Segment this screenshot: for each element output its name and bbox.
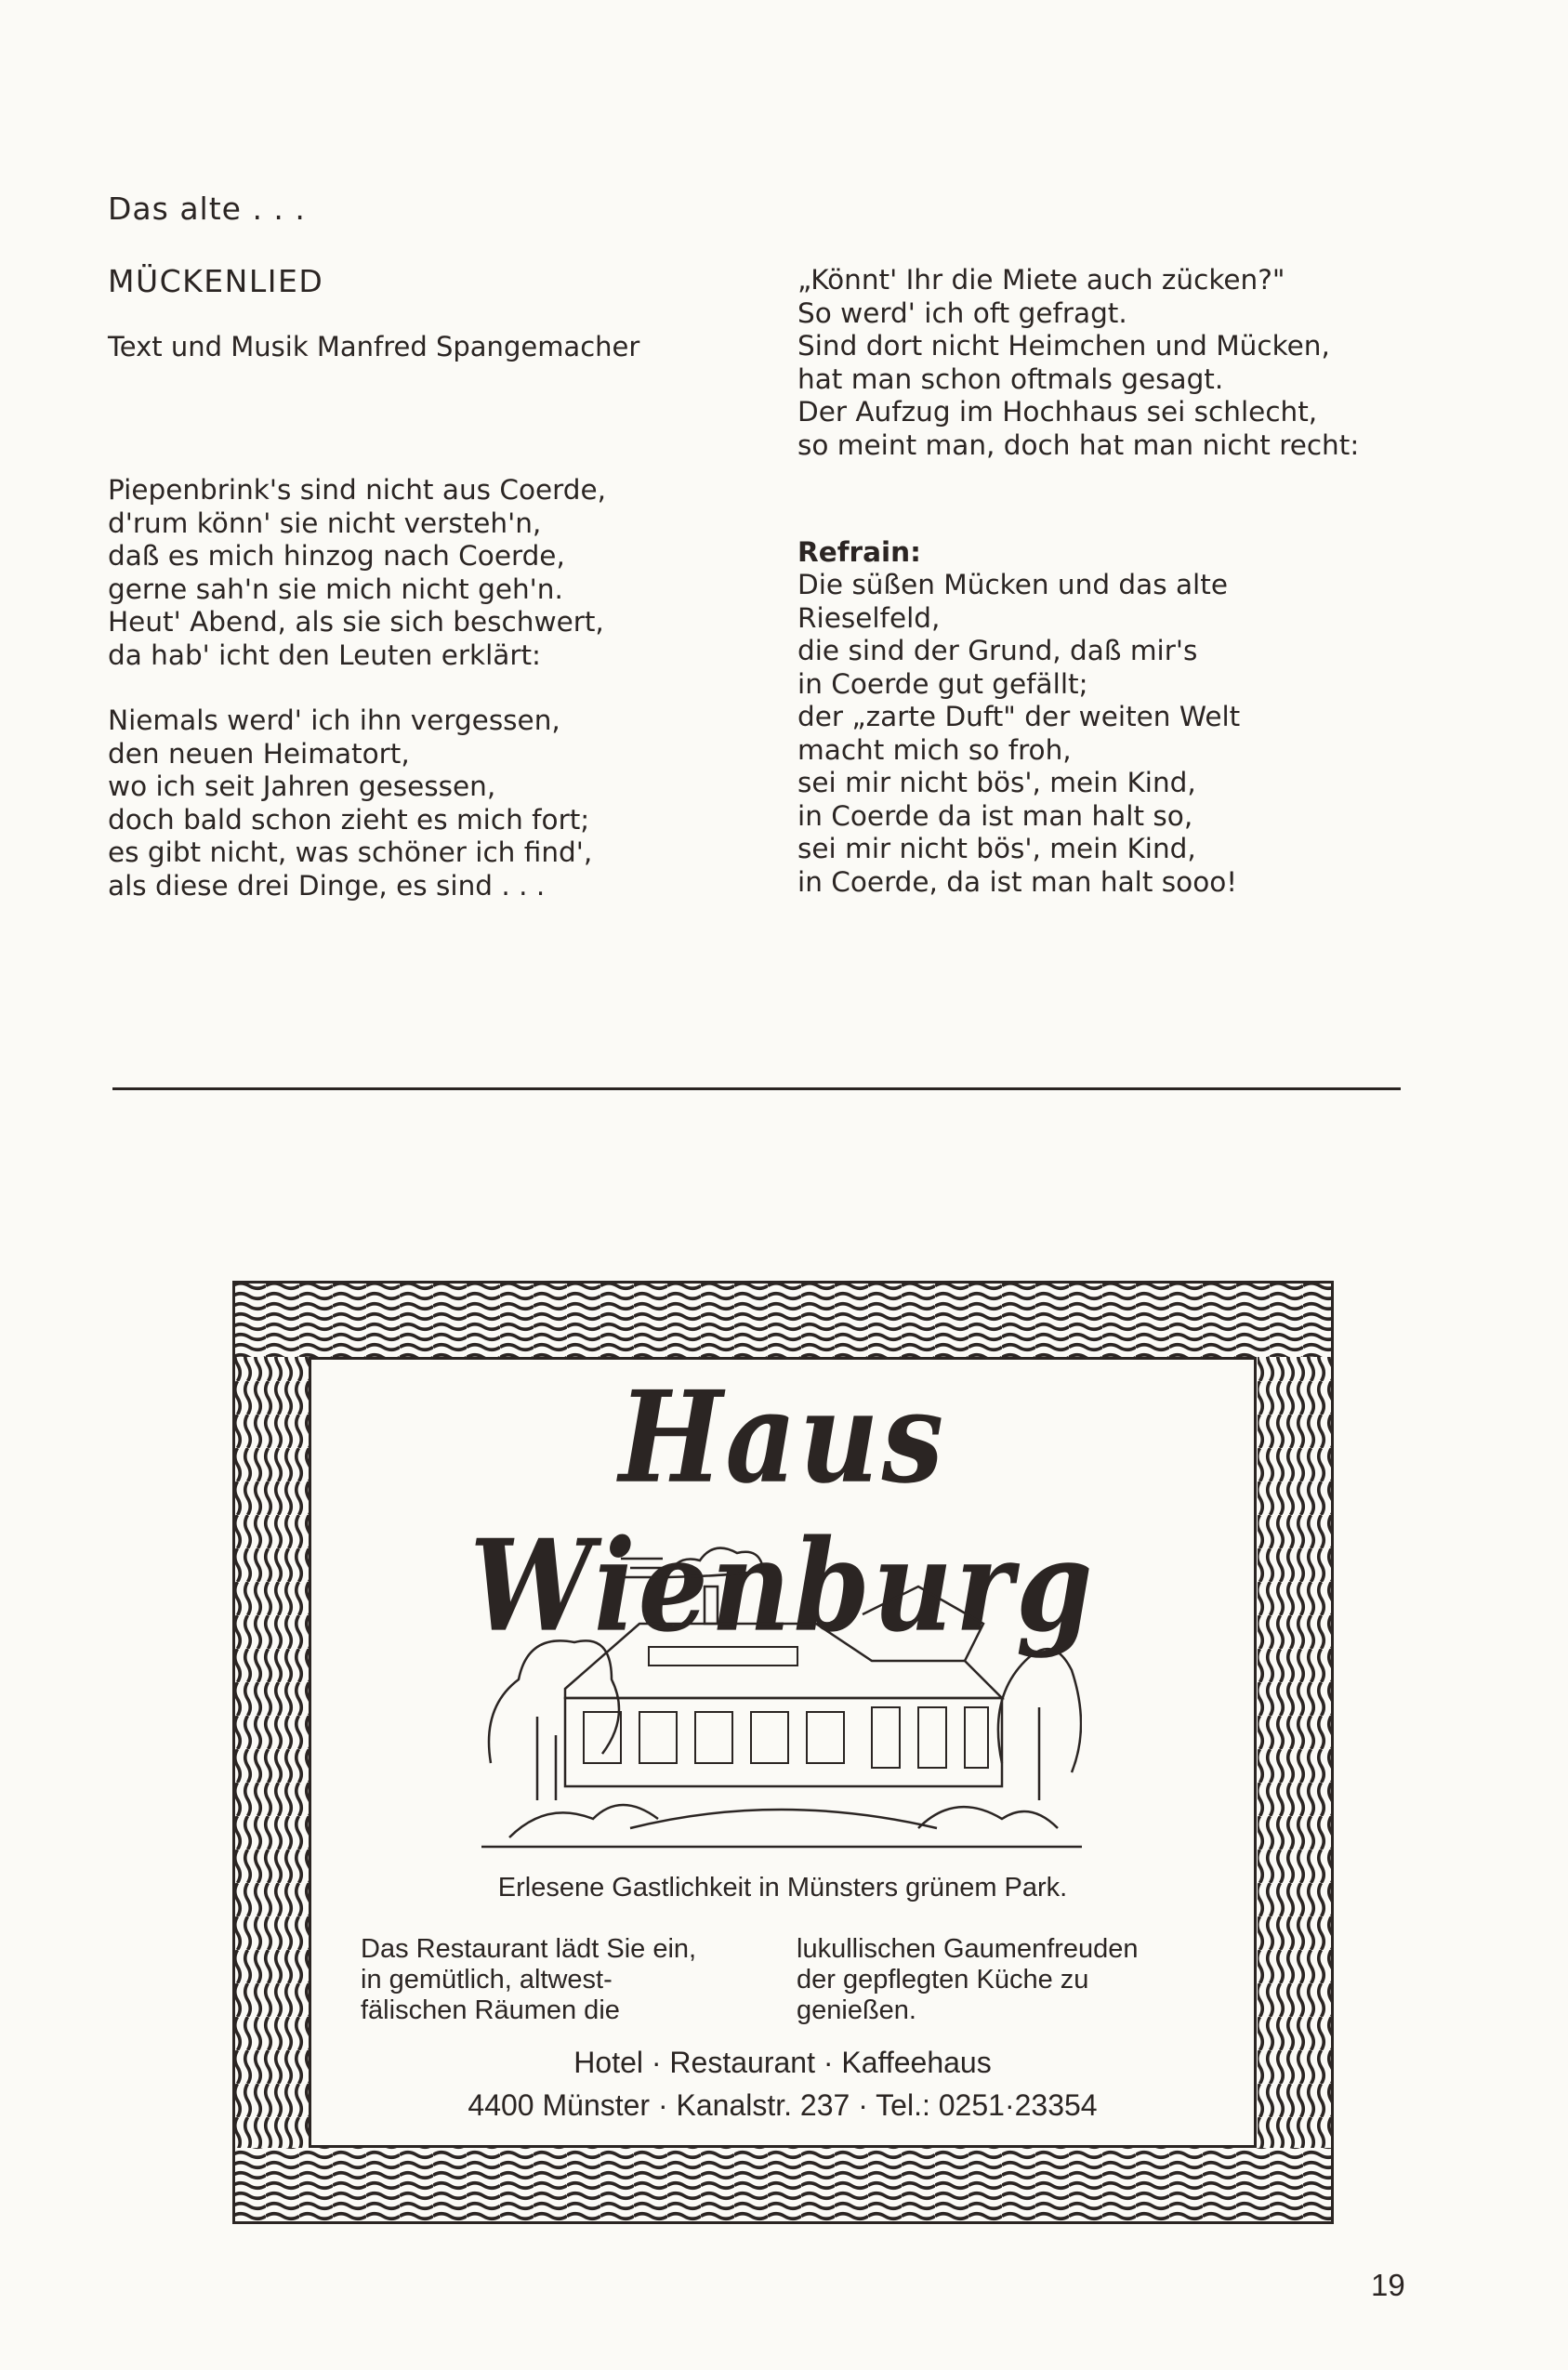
stanza-3: „Könnt' Ihr die Miete auch zücken?" So werd' ich oft gefragt. Sind dort nicht Heimchen und Mücken, hat man schon oftmals gesagt. Der Aufzug im Hochhaus sei schlecht, so meint man, doch hat man nicht recht: (797, 264, 1360, 461)
ad-address: 4400 Münster · Kanalstr. 237 · Tel.: 0251·23354 (468, 2088, 1098, 2122)
section-divider (112, 1087, 1401, 1090)
ad-body-right: lukullischen Gaumenfreuden der gepflegten Küche zu genießen. (797, 1934, 1139, 2025)
stanza-1: Piepenbrink's sind nicht aus Coerde, d'rum könn' sie nicht versteh'n, daß es mich hinzog nach Coerde, gerne sah'n sie mich nicht geh'n. Heut' Abend, als sie sich beschwert, da hab' icht den Leuten erklärt: (108, 474, 607, 671)
ad-services: Hotel · Restaurant · Kaffeehaus (573, 2046, 992, 2079)
ad-tagline: Erlesene Gastlichkeit in Münsters grünem Park. (497, 1873, 1068, 1903)
haus-wienburg-logo: Haus Wienburg (469, 1363, 1096, 1660)
ad-body-left: Das Restaurant lädt Sie ein, in gemütlich, altwest- fälischen Räumen die (361, 1934, 697, 2025)
restaurant-building-illustration (481, 1521, 1082, 1863)
song-kicker: Das alte . . . (108, 191, 306, 227)
stanza-2: Niemals werd' ich ihn vergessen, den neuen Heimatort, wo ich seit Jahren gesessen, doch bald schon zieht es mich fort; es gibt nicht, was schöner ich find', als diese drei Dinge, es sind . . . (108, 704, 593, 902)
refrain-text: Die süßen Mücken und das alte Rieselfeld, die sind der Grund, daß mir's in Coerde gut gefällt; der „zarte Duft" der weiten Welt macht mich so froh, sei mir nicht bös', mein Kind, in Coerde da ist man halt so, sei mir nicht bös', mein Kind, in Coerde, da ist man halt sooo! (797, 569, 1241, 898)
page-number: 19 (1371, 2268, 1405, 2302)
refrain-label: Refrain: (797, 536, 921, 568)
song-title: MÜCKENLIED (108, 263, 324, 299)
song-credit: Text und Musik Manfred Spangemacher (108, 331, 640, 362)
